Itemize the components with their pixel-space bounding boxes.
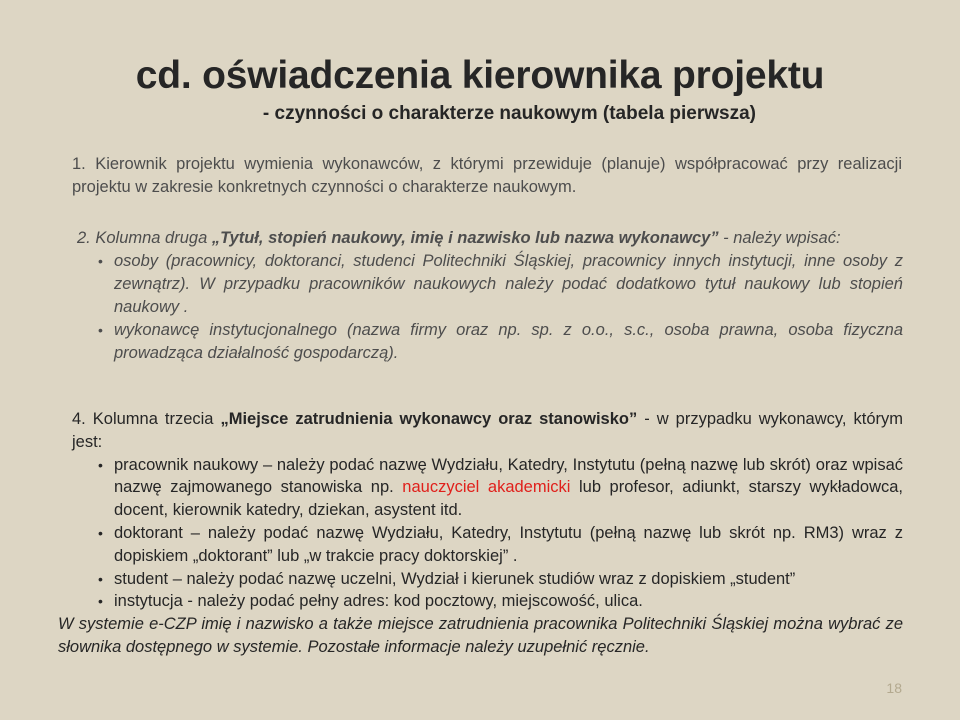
footer-note: W systemie e-CZP imię i nazwisko a także miejsce zatrudnienia pracownika Politechniki Śląskiej można wybrać ze słownika dostępnego w systemie. Pozostałe informacje należy uzupełnić ręcznie. (58, 615, 903, 656)
p2-lead-prefix: 2. Kolumna druga (77, 229, 212, 247)
b1-text-a: pracownik naukowy – należy podać nazwę Wydziału, Katedry, Instytutu (pełną nazwę lub skrót) oraz wpisać nazwę zajmowanego stanowiska np. (114, 455, 903, 497)
paragraph-2-lead (58, 227, 903, 250)
paragraph-2-list (58, 250, 903, 365)
p4-lead-bold: „Miejsce zatrudnienia wykonawcy oraz stanowisko” (220, 410, 638, 428)
paragraph-4-list (58, 454, 903, 614)
page-number: 18 (886, 680, 902, 696)
b1-highlight: nauczyciel akademicki (402, 478, 571, 497)
list-item: • doktorant – należy podać nazwę Wydziału, Katedry, Instytutu (pełną nazwę lub skrót np. RM3) wraz z dopiskiem „doktorant” lub „w trakcie pracy doktorskiej” . (58, 522, 903, 568)
list-item: • student – należy podać nazwę uczelni, Wydział i kierunek studiów wraz z dopiskiem „student” (58, 568, 903, 591)
p2-lead-bold: „Tytuł, stopień naukowy, imię i nazwisko lub nazwa wykonawcy” (211, 229, 719, 247)
paragraph-2 (58, 227, 903, 365)
paragraph-1: 1. Kierownik projektu wymienia wykonawców, z którymi przewiduje (planuje) współpracować przy realizacji projektu w zakresie konkretnych czynności o charakterze naukowym. (72, 155, 902, 196)
slide-title: cd. oświadczenia kierownika projektu (135, 54, 825, 97)
slide-subtitle: - czynności o charakterze naukowym (tabela pierwsza) (262, 103, 756, 124)
list-item: • osoby (pracownicy, doktoranci, studenci Politechniki Śląskiej, pracownicy innych instytucji, inne osoby z zewnątrz). W przypadku pracowników naukowych należy podać dodatkowo tytuł naukowy lub stopień naukowy . (58, 250, 903, 319)
p2-lead-suffix: - należy wpisać: (718, 229, 841, 247)
p4-lead-suffix: - w przypadku wykonawcy, którym jest: (72, 410, 903, 451)
b1-text-b: lub profesor, adiunkt, starszy wykładowca, docent, kierownik katedry, dziekan, asystent itd. (114, 478, 904, 520)
list-item (58, 454, 903, 522)
p4-lead-prefix: 4. Kolumna trzecia (72, 410, 221, 428)
list-item: • wykonawcę instytucjonalnego (nazwa firmy oraz np. sp. z o.o., s.c., osoba prawna, osoba fizyczna prowadząca działalność gospodarczą). (58, 319, 903, 365)
paragraph-4-lead (58, 408, 903, 454)
paragraph-4 (58, 408, 903, 659)
list-item: • instytucja - należy podać pełny adres: kod pocztowy, miejscowość, ulica. (58, 590, 903, 613)
